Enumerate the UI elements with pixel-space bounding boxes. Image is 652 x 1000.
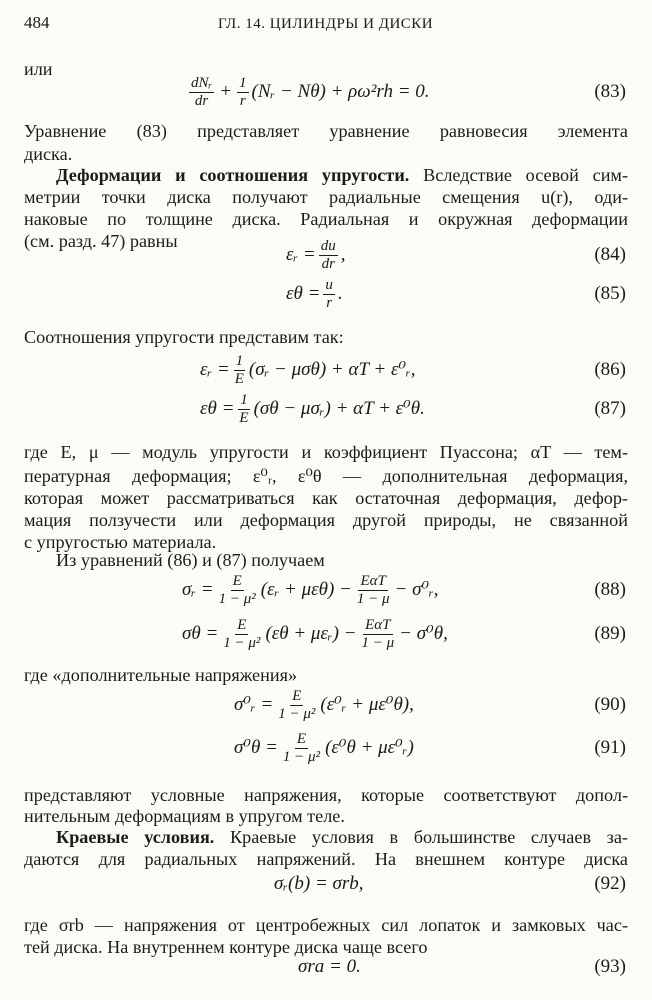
text-line: тей диска. На внутреннем контуре диска чаще всего	[24, 937, 428, 957]
equation-number: (89)	[594, 622, 626, 644]
fraction-numerator: EαT	[360, 572, 386, 589]
text-line: диска.	[24, 144, 73, 164]
equation-tail: − σ⁰ᵣ,	[394, 578, 439, 600]
equation-lhs: εᵣ =	[200, 358, 230, 380]
text-span: Вследствие осевой сим-	[423, 165, 628, 185]
fraction-numerator: EαT	[365, 616, 391, 633]
equation-lhs: σᵣ =	[182, 578, 214, 600]
equation-number: (92)	[594, 872, 626, 894]
equation-lhs: εᵣ =	[286, 243, 316, 265]
text-line: нительным деформациям в упругом теле.	[24, 806, 345, 826]
equation-92	[0, 862, 652, 906]
equation-93	[0, 945, 652, 989]
equation-tail: ,	[340, 243, 346, 265]
equation-86	[0, 348, 652, 392]
equation-number: (85)	[594, 282, 626, 304]
text-line: с упругостью материала.	[24, 532, 217, 552]
equation-tail: .	[337, 282, 343, 304]
equation-body: (Nᵣ − Nθ) + ρω²rh = 0.	[251, 80, 430, 102]
fraction-numerator: u	[325, 276, 333, 293]
fraction-denominator: r	[239, 92, 246, 109]
equation-lhs: εθ =	[286, 282, 321, 304]
equation-lhs: σ⁰θ =	[234, 736, 278, 758]
equation-number: (86)	[594, 358, 626, 380]
fraction-denominator: r	[326, 294, 333, 311]
equation-tail: (ε⁰θ + με⁰ᵣ)	[325, 736, 414, 758]
section-heading: Краевые условия.	[56, 827, 215, 847]
text-line: где E, μ — модуль упругости и коэффициент Пуассона; αT — тем-	[24, 442, 628, 462]
equation-84	[0, 233, 652, 277]
fraction-numerator: du	[320, 237, 336, 254]
equation-83: $\frac{\text{dNᵣ}}{dr}$ + $\frac{1}{r}$ (Nᵣ − Nθ) + ρω²rh = 0. (83)	[0, 70, 652, 114]
equation-88	[0, 568, 652, 612]
fraction-denominator: 1 − μ²	[278, 705, 316, 722]
text-line: (см. разд. 47) равны	[24, 231, 178, 251]
fraction-numerator: 1	[240, 391, 248, 408]
equation-tail: (ε⁰ᵣ + με⁰θ),	[320, 693, 414, 715]
equation-number: (88)	[594, 578, 626, 600]
fraction-denominator: dr	[194, 92, 209, 109]
equation-tail: (σθ − μσᵣ) + αT + ε⁰θ.	[253, 397, 425, 419]
equation-number: (87)	[594, 397, 626, 419]
fraction-denominator: 1 − μ	[356, 590, 390, 607]
equation-number: (84)	[594, 243, 626, 265]
text-line: или	[24, 59, 53, 79]
equation-tail: − σ⁰θ,	[399, 622, 448, 644]
section-heading: Деформации и соотношения упругости.	[56, 165, 410, 185]
fraction-numerator: 1	[235, 352, 244, 369]
fraction-numerator: E	[232, 572, 242, 589]
equation-number: (93)	[594, 955, 626, 977]
equation-85	[0, 272, 652, 316]
fraction-numerator: E	[292, 687, 302, 704]
text-line: где σrb — напряжения от центробежных сил лопаток и замковых час-	[24, 915, 628, 935]
equation-body: (εᵣ + μεθ) −	[260, 578, 352, 600]
fraction-numerator: 1	[239, 74, 247, 91]
equation-body: σra = 0.	[298, 955, 361, 977]
text-line: Уравнение (83) представляет уравнение равновесия элемента	[24, 121, 628, 141]
fraction-denominator: 1 − μ²	[223, 634, 261, 651]
fraction-denominator: 1 − μ²	[282, 748, 321, 765]
equation-body: σᵣ(b) = σrb,	[274, 872, 364, 894]
text-line: которая может рассматриваться как остаточная деформация, дефор-	[24, 488, 628, 508]
fraction-numerator: E	[237, 616, 247, 633]
text-line: представляют условные напряжения, которые соответствуют допол-	[24, 785, 628, 805]
text-line: даются для радиальных напряжений. На внешнем контуре диска	[24, 849, 628, 869]
page-number: 484	[24, 13, 50, 32]
equation-tail: (σᵣ − μσθ) + αT + ε⁰ᵣ,	[248, 358, 416, 380]
equation-lhs: σθ =	[182, 622, 219, 644]
equation-89	[0, 612, 652, 656]
text-line: метрии точки диска получают радиальные смещения u(r), оди-	[24, 187, 628, 207]
equation-body: (εθ + μεᵣ) −	[265, 622, 357, 644]
text-line: пературная деформация; ε⁰ᵣ, ε⁰θ — дополнительная деформация,	[24, 466, 628, 486]
fraction-denominator: 1 − μ	[361, 634, 395, 651]
equation-number: (91)	[594, 736, 626, 758]
text-line: Из уравнений (86) и (87) получаем	[56, 550, 325, 570]
fraction-denominator: 1 − μ²	[218, 590, 256, 607]
equation-lhs: εθ =	[200, 397, 235, 419]
fraction-denominator: dr	[321, 255, 335, 272]
equation-91	[0, 726, 652, 770]
equation-number: (83)	[594, 80, 626, 102]
fraction-denominator: E	[239, 409, 249, 426]
fraction-denominator: E	[234, 370, 244, 387]
fraction-numerator: E	[296, 730, 307, 747]
equation-90	[0, 683, 652, 727]
text-line: наковые по толщине диска. Радиальная и окружная деформации	[24, 209, 628, 229]
text-line	[56, 826, 628, 848]
text-span: Краевые условия в большинстве случаев за-	[229, 827, 628, 847]
running-title: ГЛ. 14. ЦИЛИНДРЫ И ДИСКИ	[218, 16, 434, 32]
equation-number: (90)	[594, 693, 626, 715]
text-line	[56, 164, 628, 186]
text-line: Соотношения упругости представим так:	[24, 327, 344, 347]
equation-87	[0, 387, 652, 431]
text-line: где «дополнительные напряжения»	[24, 665, 298, 685]
equation-lhs: σ⁰ᵣ =	[234, 693, 274, 715]
fraction-numerator: dNᵣ	[191, 74, 213, 91]
text-line: мация ползучести или деформация другой природы, не связанной	[24, 510, 628, 530]
